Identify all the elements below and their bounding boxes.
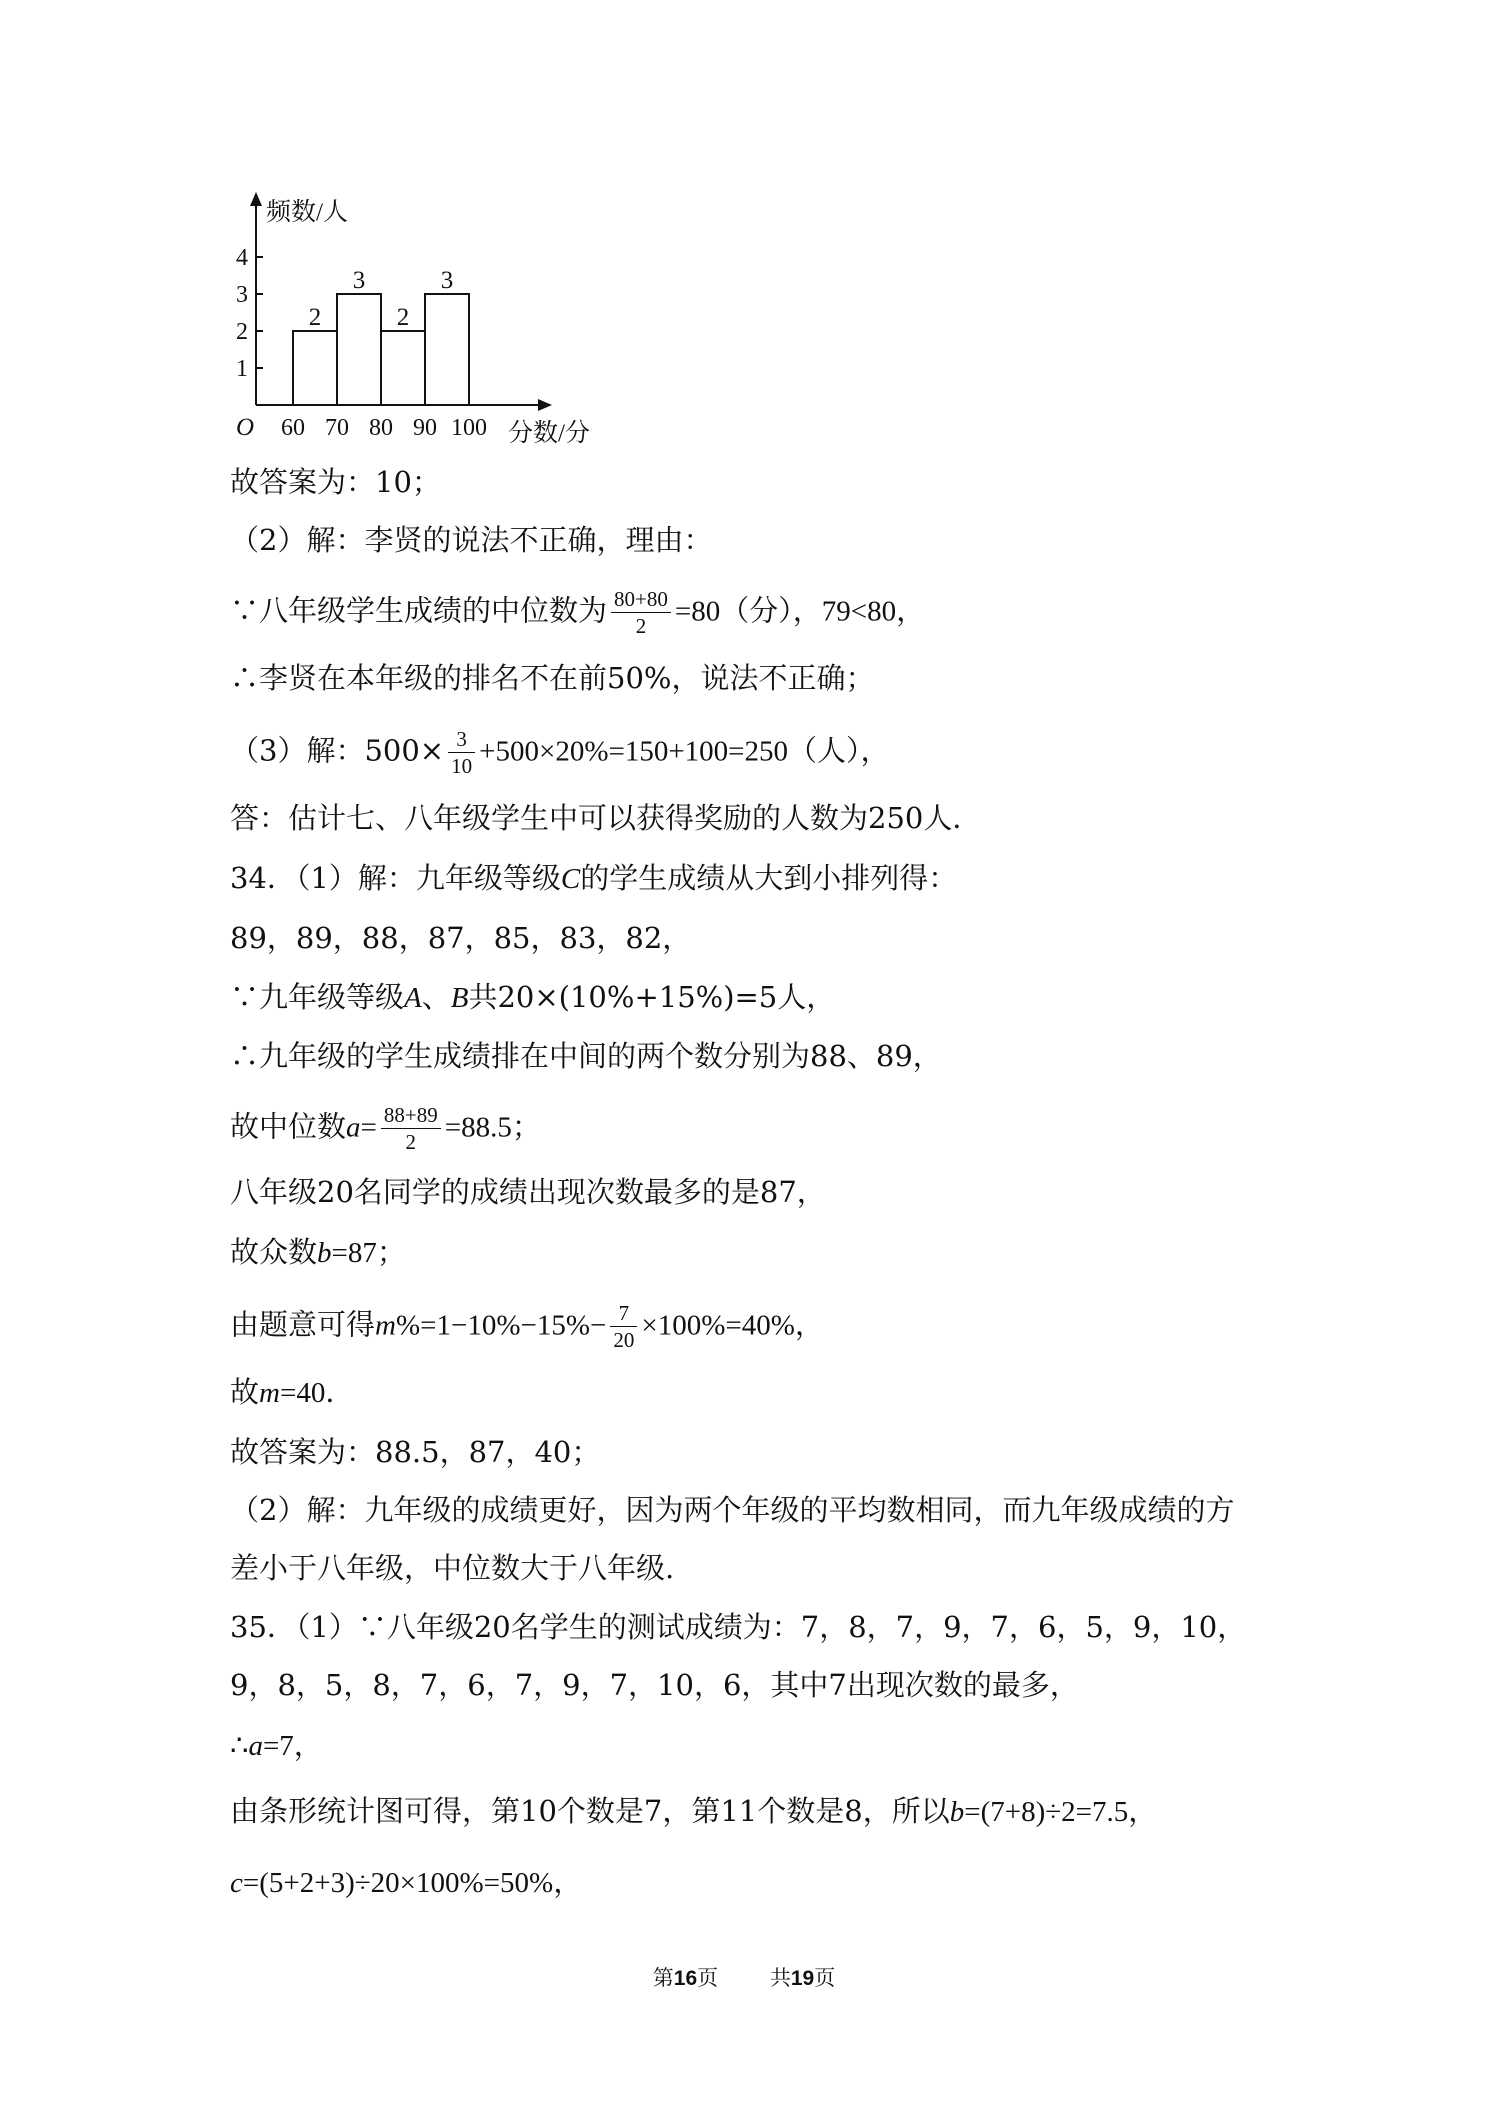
x-tick-label: 60: [281, 415, 305, 441]
bar-data-label: 3: [352, 267, 366, 294]
histogram-bar: [381, 331, 425, 405]
histogram-bar: [425, 294, 469, 405]
median-a-line: 故中位数a= $\frac{88+89}{2}$ =88.5；: [230, 1103, 541, 1154]
conclusion-line: ∴李贤在本年级的排名不在前50%，说法不正确；: [230, 661, 875, 695]
bar-data-label: 2: [396, 304, 410, 331]
y-axis-arrow: [250, 192, 262, 206]
histogram-bar: [337, 294, 381, 405]
question-35-line: 35．（1）∵八年级20名学生的测试成绩为：7，8，7，9，7，6，5，9，10，: [230, 1610, 1247, 1644]
origin-label: O: [236, 414, 255, 441]
y-tick-label: 3: [236, 282, 248, 308]
bar-data-label: 2: [308, 304, 322, 331]
median-line: ∵八年级学生成绩的中位数为 $\frac{80+80}{2}$ =80（分），79<80，: [230, 587, 926, 638]
c-value-line: c=(5+2+3)÷20×100%=50%，: [230, 1867, 583, 1899]
histogram-bar: [293, 331, 337, 405]
fraction-median-8: $\frac{80+80}{2}$: [611, 586, 671, 639]
answer-34-line: 故答案为：88.5，87，40；: [230, 1435, 601, 1469]
middle-numbers-line: ∴九年级的学生成绩排在中间的两个数分别为88、89，: [230, 1039, 942, 1073]
m-value-line: 故m=40．: [230, 1375, 355, 1409]
a-value-line: ∴a=7，: [230, 1728, 323, 1762]
x-tick-label: 70: [325, 415, 349, 441]
b-value-line: 由条形统计图可得，第10个数是7，第11个数是8，所以b=(7+8)÷2=7.5，: [230, 1794, 1158, 1828]
question-34-line: 34．（1）解：九年级等级C的学生成绩从大到小排列得：: [230, 861, 958, 895]
grade-ab-line: ∵九年级等级A、B共20×(10%+15%)=5人，: [230, 980, 836, 1014]
solution-34-2-cont-line: 差小于八年级，中位数大于八年级.: [230, 1551, 675, 1585]
fraction-7-20: $\frac{7}{20}$: [610, 1300, 637, 1353]
x-tick-label: 100: [451, 415, 487, 441]
scores-list-line: 89，89，88，87，85，83，82，: [230, 921, 692, 955]
fraction-88-89: $\frac{88+89}{2}$: [381, 1102, 441, 1155]
m-percent-line: 由题意可得m%=1−10%−15%− $\frac{7}{20}$ ×100%=40%，: [230, 1301, 824, 1352]
answer-line-1: 故答案为：10；: [230, 465, 441, 499]
fraction-3-10: $\frac{3}{10}$: [448, 726, 475, 779]
scores-cont-line: 9，8，5，8，7，6，7，9，7，10，6，其中7出现次数的最多，: [230, 1668, 1079, 1702]
mode-grade8-line: 八年级20名同学的成绩出现次数最多的是87，: [230, 1175, 826, 1209]
solution-2-intro: （2）解：李贤的说法不正确，理由：: [230, 523, 713, 557]
solution-3-line: （3）解：500× $\frac{3}{10}$ +500×20%=150+100=250（人），: [230, 727, 890, 778]
x-axis-arrow: [538, 399, 552, 411]
y-axis-title: 频数/人: [266, 199, 348, 226]
x-axis-title: 分数/分: [508, 420, 590, 447]
answer-estimate-line: 答：估计七、八年级学生中可以获得奖励的人数为250人．: [230, 801, 982, 835]
page-footer: 第16页 共19页: [652, 1967, 836, 1990]
y-tick-label: 2: [236, 319, 248, 345]
solution-34-2-line: （2）解：九年级的成绩更好，因为两个年级的平均数相同，而九年级成绩的方: [230, 1493, 1235, 1527]
mode-b-line: 故众数b=87；: [230, 1235, 406, 1269]
bar-data-label: 3: [440, 267, 454, 294]
y-tick-label: 4: [236, 245, 248, 271]
histogram-chart: [220, 190, 620, 450]
y-tick-label: 1: [236, 356, 248, 382]
x-tick-label: 80: [369, 415, 393, 441]
x-tick-label: 90: [413, 415, 437, 441]
